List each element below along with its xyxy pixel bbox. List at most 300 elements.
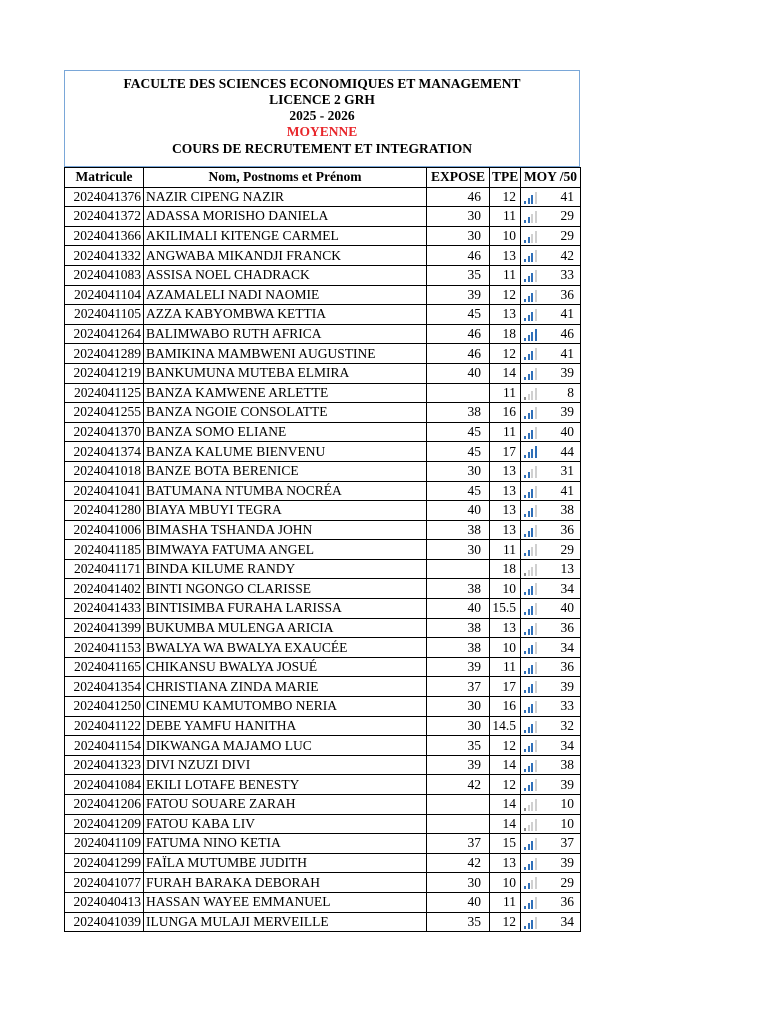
signal-bars-icon bbox=[524, 427, 538, 439]
cell-moy bbox=[521, 187, 581, 207]
moy-value: 29 bbox=[560, 228, 574, 244]
cell-name: CINEMU KAMUTOMBO NERIA bbox=[144, 697, 427, 717]
cell-matricule: 2024041171 bbox=[65, 559, 144, 579]
signal-bars-icon bbox=[524, 623, 538, 635]
cell-expose bbox=[427, 383, 490, 403]
cell-expose: 35 bbox=[427, 912, 490, 932]
cell-moy bbox=[521, 226, 581, 246]
signal-bars-icon bbox=[524, 917, 538, 929]
cell-name: CHRISTIANA ZINDA MARIE bbox=[144, 677, 427, 697]
moy-value: 31 bbox=[560, 463, 574, 479]
signal-bars-icon bbox=[524, 760, 538, 772]
table-header-row bbox=[65, 168, 581, 188]
cell-moy bbox=[521, 873, 581, 893]
table-row bbox=[65, 540, 581, 560]
table-row bbox=[65, 344, 581, 364]
moy-value: 41 bbox=[560, 345, 574, 361]
table-row bbox=[65, 285, 581, 305]
cell-name: BALIMWABO RUTH AFRICA bbox=[144, 324, 427, 344]
cell-matricule: 2024041219 bbox=[65, 363, 144, 383]
cell-expose: 42 bbox=[427, 775, 490, 795]
signal-bars-icon bbox=[524, 270, 538, 282]
cell-moy bbox=[521, 559, 581, 579]
moy-value: 44 bbox=[560, 443, 574, 459]
moy-value: 39 bbox=[560, 404, 574, 420]
cell-name: BIMWAYA FATUMA ANGEL bbox=[144, 540, 427, 560]
moy-value: 42 bbox=[560, 247, 574, 263]
moy-value: 41 bbox=[560, 306, 574, 322]
cell-expose: 30 bbox=[427, 461, 490, 481]
table-row bbox=[65, 599, 581, 619]
cell-name: CHIKANSU BWALYA JOSUÉ bbox=[144, 657, 427, 677]
table-row bbox=[65, 559, 581, 579]
table-row bbox=[65, 618, 581, 638]
cell-name: FATOU SOUARE ZARAH bbox=[144, 795, 427, 815]
signal-bars-icon bbox=[524, 368, 538, 380]
moy-value: 36 bbox=[560, 286, 574, 302]
cell-expose: 30 bbox=[427, 697, 490, 717]
cell-matricule: 2024041185 bbox=[65, 540, 144, 560]
signal-bars-icon bbox=[524, 211, 538, 223]
cell-expose: 30 bbox=[427, 207, 490, 227]
cell-name: FATOU KABA LIV bbox=[144, 814, 427, 834]
cell-tpe: 12 bbox=[490, 912, 521, 932]
cell-moy bbox=[521, 422, 581, 442]
cell-moy bbox=[521, 285, 581, 305]
cell-matricule: 2024041125 bbox=[65, 383, 144, 403]
cell-expose: 46 bbox=[427, 187, 490, 207]
cell-moy bbox=[521, 912, 581, 932]
cell-matricule: 2024041433 bbox=[65, 599, 144, 619]
cell-name: DIKWANGA MAJAMO LUC bbox=[144, 736, 427, 756]
cell-matricule: 2024041372 bbox=[65, 207, 144, 227]
cell-name: AZAMALELI NADI NAOMIE bbox=[144, 285, 427, 305]
cell-tpe: 11 bbox=[490, 265, 521, 285]
cell-matricule: 2024041332 bbox=[65, 246, 144, 266]
moy-value: 39 bbox=[560, 365, 574, 381]
cell-moy bbox=[521, 716, 581, 736]
cell-tpe: 15 bbox=[490, 834, 521, 854]
cell-expose: 46 bbox=[427, 246, 490, 266]
cell-name: AZZA KABYOMBWA KETTIA bbox=[144, 305, 427, 325]
cell-expose: 40 bbox=[427, 363, 490, 383]
moy-value: 33 bbox=[560, 698, 574, 714]
cell-name: HASSAN WAYEE EMMANUEL bbox=[144, 892, 427, 912]
cell-matricule: 2024041366 bbox=[65, 226, 144, 246]
level-title: LICENCE 2 GRH bbox=[269, 92, 375, 107]
cell-moy bbox=[521, 892, 581, 912]
table-row bbox=[65, 481, 581, 501]
signal-bars-icon bbox=[524, 564, 538, 576]
table-row bbox=[65, 305, 581, 325]
table-row bbox=[65, 716, 581, 736]
signal-bars-icon bbox=[524, 505, 538, 517]
cell-matricule: 2024041323 bbox=[65, 755, 144, 775]
cell-expose: 38 bbox=[427, 638, 490, 658]
cell-tpe: 18 bbox=[490, 324, 521, 344]
faculty-title: FACULTE DES SCIENCES ECONOMIQUES ET MANAGEMENT bbox=[123, 76, 521, 91]
cell-expose: 46 bbox=[427, 344, 490, 364]
cell-tpe: 17 bbox=[490, 677, 521, 697]
moy-value: 40 bbox=[560, 424, 574, 440]
cell-moy bbox=[521, 814, 581, 834]
signal-bars-icon bbox=[524, 897, 538, 909]
cell-matricule: 2024041376 bbox=[65, 187, 144, 207]
table-row bbox=[65, 755, 581, 775]
cell-moy bbox=[521, 246, 581, 266]
cell-tpe: 11 bbox=[490, 383, 521, 403]
signal-bars-icon bbox=[524, 701, 538, 713]
cell-moy bbox=[521, 324, 581, 344]
cell-matricule: 2024041084 bbox=[65, 775, 144, 795]
cell-matricule: 2024041154 bbox=[65, 736, 144, 756]
cell-tpe: 11 bbox=[490, 207, 521, 227]
table-row bbox=[65, 697, 581, 717]
table-row bbox=[65, 657, 581, 677]
signal-bars-icon bbox=[524, 799, 538, 811]
cell-moy bbox=[521, 618, 581, 638]
signal-bars-icon bbox=[524, 388, 538, 400]
cell-tpe: 13 bbox=[490, 853, 521, 873]
table-row bbox=[65, 403, 581, 423]
moy-value: 34 bbox=[560, 639, 574, 655]
table-row bbox=[65, 226, 581, 246]
cell-moy bbox=[521, 697, 581, 717]
cell-matricule: 2024041250 bbox=[65, 697, 144, 717]
signal-bars-icon bbox=[524, 662, 538, 674]
table-row bbox=[65, 579, 581, 599]
moy-value: 39 bbox=[560, 855, 574, 871]
cell-matricule: 2024041018 bbox=[65, 461, 144, 481]
signal-bars-icon bbox=[524, 740, 538, 752]
cell-expose: 38 bbox=[427, 520, 490, 540]
cell-tpe: 13 bbox=[490, 618, 521, 638]
signal-bars-icon bbox=[524, 231, 538, 243]
table-row bbox=[65, 461, 581, 481]
cell-moy bbox=[521, 540, 581, 560]
cell-tpe: 14.5 bbox=[490, 716, 521, 736]
moy-value: 41 bbox=[560, 482, 574, 498]
cell-matricule: 2024040413 bbox=[65, 892, 144, 912]
table-row bbox=[65, 520, 581, 540]
moy-value: 37 bbox=[560, 835, 574, 851]
cell-tpe: 14 bbox=[490, 755, 521, 775]
cell-moy bbox=[521, 461, 581, 481]
cell-name: BANZA NGOIE CONSOLATTE bbox=[144, 403, 427, 423]
moy-value: 29 bbox=[560, 208, 574, 224]
cell-tpe: 14 bbox=[490, 363, 521, 383]
table-row bbox=[65, 736, 581, 756]
grade-sheet bbox=[64, 70, 580, 932]
signal-bars-icon bbox=[524, 583, 538, 595]
cell-tpe: 11 bbox=[490, 892, 521, 912]
cell-matricule: 2024041122 bbox=[65, 716, 144, 736]
cell-matricule: 2024041209 bbox=[65, 814, 144, 834]
cell-moy bbox=[521, 677, 581, 697]
cell-moy bbox=[521, 834, 581, 854]
table-row bbox=[65, 834, 581, 854]
cell-name: EKILI LOTAFE BENESTY bbox=[144, 775, 427, 795]
cell-tpe: 13 bbox=[490, 461, 521, 481]
cell-moy bbox=[521, 481, 581, 501]
cell-expose: 40 bbox=[427, 892, 490, 912]
cell-expose: 35 bbox=[427, 736, 490, 756]
table-row bbox=[65, 363, 581, 383]
cell-moy bbox=[521, 579, 581, 599]
cell-name: BINTI NGONGO CLARISSE bbox=[144, 579, 427, 599]
cell-moy bbox=[521, 344, 581, 364]
cell-moy bbox=[521, 638, 581, 658]
cell-moy bbox=[521, 657, 581, 677]
cell-name: AKILIMALI KITENGE CARMEL bbox=[144, 226, 427, 246]
cell-expose: 46 bbox=[427, 324, 490, 344]
cell-name: BIAYA MBUYI TEGRA bbox=[144, 501, 427, 521]
signal-bars-icon bbox=[524, 525, 538, 537]
signal-bars-icon bbox=[524, 603, 538, 615]
cell-moy bbox=[521, 305, 581, 325]
moy-value: 13 bbox=[560, 561, 574, 577]
signal-bars-icon bbox=[524, 329, 538, 341]
cell-tpe: 10 bbox=[490, 579, 521, 599]
cell-name: ILUNGA MULAJI MERVEILLE bbox=[144, 912, 427, 932]
cell-moy bbox=[521, 520, 581, 540]
signal-bars-icon bbox=[524, 721, 538, 733]
cell-expose: 40 bbox=[427, 599, 490, 619]
cell-matricule: 2024041289 bbox=[65, 344, 144, 364]
moy-value: 34 bbox=[560, 913, 574, 929]
cell-name: BANZE BOTA BERENICE bbox=[144, 461, 427, 481]
cell-matricule: 2024041280 bbox=[65, 501, 144, 521]
cell-moy bbox=[521, 775, 581, 795]
column-header-tpe: TPE bbox=[490, 168, 521, 188]
cell-tpe: 13 bbox=[490, 501, 521, 521]
table-row bbox=[65, 638, 581, 658]
cell-name: BANZA KAMWENE ARLETTE bbox=[144, 383, 427, 403]
cell-matricule: 2024041153 bbox=[65, 638, 144, 658]
signal-bars-icon bbox=[524, 877, 538, 889]
column-header-moy: MOY /50 bbox=[521, 168, 581, 188]
cell-name: NAZIR CIPENG NAZIR bbox=[144, 187, 427, 207]
academic-year: 2025 - 2026 bbox=[289, 108, 355, 123]
cell-name: BANZA KALUME BIENVENU bbox=[144, 442, 427, 462]
cell-matricule: 2024041399 bbox=[65, 618, 144, 638]
signal-bars-icon bbox=[524, 348, 538, 360]
table-row bbox=[65, 853, 581, 873]
cell-matricule: 2024041006 bbox=[65, 520, 144, 540]
cell-name: BINDA KILUME RANDY bbox=[144, 559, 427, 579]
signal-bars-icon bbox=[524, 642, 538, 654]
cell-expose: 37 bbox=[427, 677, 490, 697]
course-title: COURS DE RECRUTEMENT ET INTEGRATION bbox=[171, 141, 473, 156]
table-row bbox=[65, 814, 581, 834]
cell-expose: 35 bbox=[427, 265, 490, 285]
cell-name: BIMASHA TSHANDA JOHN bbox=[144, 520, 427, 540]
cell-tpe: 12 bbox=[490, 285, 521, 305]
table-row bbox=[65, 265, 581, 285]
cell-moy bbox=[521, 501, 581, 521]
cell-moy bbox=[521, 599, 581, 619]
moy-value: 10 bbox=[560, 796, 574, 812]
cell-tpe: 11 bbox=[490, 540, 521, 560]
table-row bbox=[65, 775, 581, 795]
moy-value: 39 bbox=[560, 678, 574, 694]
cell-tpe: 18 bbox=[490, 559, 521, 579]
cell-tpe: 14 bbox=[490, 795, 521, 815]
cell-expose: 40 bbox=[427, 501, 490, 521]
cell-tpe: 14 bbox=[490, 814, 521, 834]
cell-tpe: 12 bbox=[490, 344, 521, 364]
cell-matricule: 2024041105 bbox=[65, 305, 144, 325]
cell-tpe: 15.5 bbox=[490, 599, 521, 619]
cell-expose: 45 bbox=[427, 442, 490, 462]
moy-value: 29 bbox=[560, 874, 574, 890]
cell-matricule: 2024041370 bbox=[65, 422, 144, 442]
signal-bars-icon bbox=[524, 407, 538, 419]
table-row bbox=[65, 677, 581, 697]
cell-name: BAMIKINA MAMBWENI AUGUSTINE bbox=[144, 344, 427, 364]
cell-expose: 30 bbox=[427, 540, 490, 560]
moy-value: 46 bbox=[560, 326, 574, 342]
cell-tpe: 13 bbox=[490, 246, 521, 266]
cell-tpe: 11 bbox=[490, 657, 521, 677]
cell-matricule: 2024041083 bbox=[65, 265, 144, 285]
cell-name: ADASSA MORISHO DANIELA bbox=[144, 207, 427, 227]
cell-matricule: 2024041354 bbox=[65, 677, 144, 697]
table-row bbox=[65, 795, 581, 815]
grades-table bbox=[64, 167, 581, 932]
table-row bbox=[65, 324, 581, 344]
column-header-expose: EXPOSE bbox=[427, 168, 490, 188]
cell-expose: 38 bbox=[427, 618, 490, 638]
cell-expose: 45 bbox=[427, 481, 490, 501]
table-row bbox=[65, 187, 581, 207]
cell-moy bbox=[521, 403, 581, 423]
cell-moy bbox=[521, 853, 581, 873]
cell-matricule: 2024041255 bbox=[65, 403, 144, 423]
signal-bars-icon bbox=[524, 838, 538, 850]
table-row bbox=[65, 246, 581, 266]
cell-tpe: 12 bbox=[490, 187, 521, 207]
cell-name: FATUMA NINO KETIA bbox=[144, 834, 427, 854]
cell-moy bbox=[521, 363, 581, 383]
table-row bbox=[65, 207, 581, 227]
signal-bars-icon bbox=[524, 446, 538, 458]
table-row bbox=[65, 912, 581, 932]
cell-name: BWALYA WA BWALYA EXAUCÉE bbox=[144, 638, 427, 658]
cell-matricule: 2024041077 bbox=[65, 873, 144, 893]
cell-matricule: 2024041039 bbox=[65, 912, 144, 932]
cell-expose: 37 bbox=[427, 834, 490, 854]
cell-name: DIVI NZUZI DIVI bbox=[144, 755, 427, 775]
cell-tpe: 17 bbox=[490, 442, 521, 462]
cell-matricule: 2024041299 bbox=[65, 853, 144, 873]
cell-matricule: 2024041109 bbox=[65, 834, 144, 854]
moy-value: 36 bbox=[560, 521, 574, 537]
signal-bars-icon bbox=[524, 858, 538, 870]
cell-expose bbox=[427, 814, 490, 834]
cell-matricule: 2024041041 bbox=[65, 481, 144, 501]
cell-tpe: 10 bbox=[490, 873, 521, 893]
cell-name: ASSISA NOEL CHADRACK bbox=[144, 265, 427, 285]
cell-expose: 38 bbox=[427, 403, 490, 423]
table-row bbox=[65, 501, 581, 521]
moy-value: 39 bbox=[560, 776, 574, 792]
moy-value: 36 bbox=[560, 659, 574, 675]
cell-moy bbox=[521, 383, 581, 403]
moy-value: 40 bbox=[560, 600, 574, 616]
cell-expose: 30 bbox=[427, 226, 490, 246]
cell-name: BUKUMBA MULENGA ARICIA bbox=[144, 618, 427, 638]
signal-bars-icon bbox=[524, 681, 538, 693]
cell-moy bbox=[521, 736, 581, 756]
moy-value: 34 bbox=[560, 737, 574, 753]
cell-tpe: 11 bbox=[490, 422, 521, 442]
cell-expose: 38 bbox=[427, 579, 490, 599]
moy-value: 41 bbox=[560, 188, 574, 204]
cell-expose: 39 bbox=[427, 285, 490, 305]
cell-moy bbox=[521, 755, 581, 775]
cell-tpe: 16 bbox=[490, 403, 521, 423]
table-row bbox=[65, 873, 581, 893]
cell-name: BATUMANA NTUMBA NOCRÉA bbox=[144, 481, 427, 501]
cell-tpe: 13 bbox=[490, 305, 521, 325]
moy-value: 8 bbox=[567, 384, 574, 400]
cell-expose bbox=[427, 559, 490, 579]
cell-expose: 42 bbox=[427, 853, 490, 873]
cell-matricule: 2024041104 bbox=[65, 285, 144, 305]
cell-moy bbox=[521, 207, 581, 227]
moy-value: 38 bbox=[560, 757, 574, 773]
signal-bars-icon bbox=[524, 544, 538, 556]
moy-value: 32 bbox=[560, 717, 574, 733]
signal-bars-icon bbox=[524, 819, 538, 831]
cell-tpe: 12 bbox=[490, 775, 521, 795]
cell-name: DEBE YAMFU HANITHA bbox=[144, 716, 427, 736]
cell-matricule: 2024041374 bbox=[65, 442, 144, 462]
sheet-header bbox=[64, 70, 580, 167]
cell-expose: 45 bbox=[427, 305, 490, 325]
moy-value: 38 bbox=[560, 502, 574, 518]
moy-value: 10 bbox=[560, 815, 574, 831]
cell-moy bbox=[521, 442, 581, 462]
cell-name: FURAH BARAKA DEBORAH bbox=[144, 873, 427, 893]
cell-matricule: 2024041402 bbox=[65, 579, 144, 599]
cell-expose: 30 bbox=[427, 716, 490, 736]
cell-tpe: 13 bbox=[490, 520, 521, 540]
table-row bbox=[65, 442, 581, 462]
cell-name: ANGWABA MIKANDJI FRANCK bbox=[144, 246, 427, 266]
moy-value: 36 bbox=[560, 894, 574, 910]
moy-value: 29 bbox=[560, 541, 574, 557]
grade-type-title: MOYENNE bbox=[286, 124, 358, 139]
cell-matricule: 2024041206 bbox=[65, 795, 144, 815]
signal-bars-icon bbox=[524, 250, 538, 262]
column-header-matricule: Matricule bbox=[65, 168, 144, 188]
cell-expose: 45 bbox=[427, 422, 490, 442]
signal-bars-icon bbox=[524, 192, 538, 204]
cell-expose: 39 bbox=[427, 755, 490, 775]
cell-name: BANKUMUNA MUTEBA ELMIRA bbox=[144, 363, 427, 383]
moy-value: 36 bbox=[560, 619, 574, 635]
signal-bars-icon bbox=[524, 486, 538, 498]
moy-value: 33 bbox=[560, 267, 574, 283]
cell-moy bbox=[521, 265, 581, 285]
cell-name: FAÏLA MUTUMBE JUDITH bbox=[144, 853, 427, 873]
cell-matricule: 2024041264 bbox=[65, 324, 144, 344]
signal-bars-icon bbox=[524, 466, 538, 478]
cell-tpe: 10 bbox=[490, 638, 521, 658]
table-row bbox=[65, 383, 581, 403]
